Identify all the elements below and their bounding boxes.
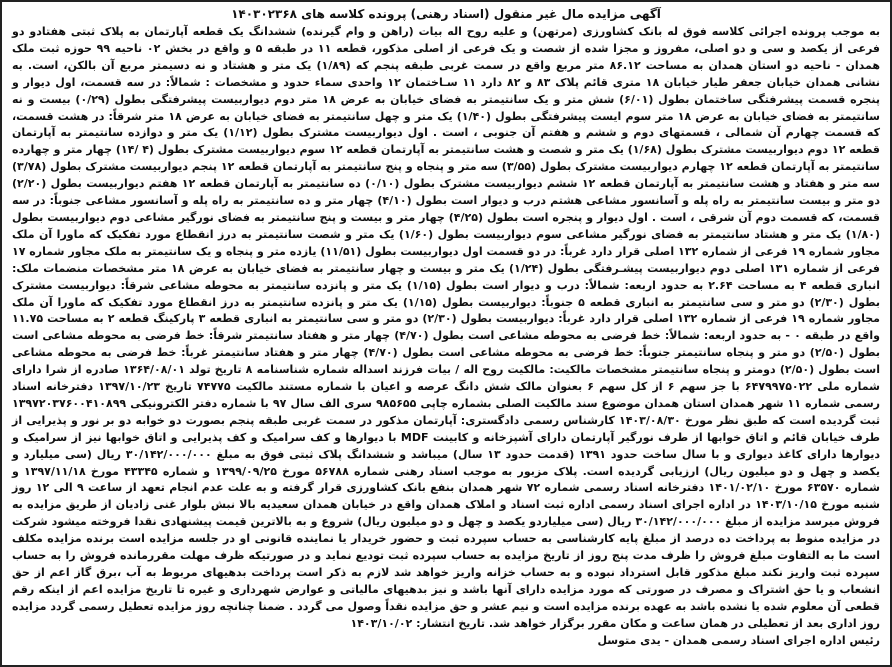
notice-title: آگهی مزایده مال غیر منقول (اسناد رهنی) پرونده کلاسه های ۱۴۰۳۰۲۳۶۸ xyxy=(231,7,661,21)
notice-body xyxy=(12,24,880,650)
notice-body-text: به موجب پرونده اجرائی کلاسه فوق له بانک کشاورزی (مرتهن) و علیه روح اله بیات (راهن و وام گیرنده) ششدانگ یک قطعه آپارتمان به پلاک ثبتی هفتادو دو فرعی از یکصد و سی و دو اصلی، مفروز و مجزا شده از شصت و یک فرعی از اصلی مذکور، قطعه ۱۱ در طبقه ۵ و واقع در بخش ۰۲ ناحیه ۹۹ حوزه ثبت ملک همدان - ناحیه دو استان همدان به مساحت ۸۶.۱۲ متر مربع واقع در سمت غربی طبقه پنجم که (۱/۸۹) یک متر و هشتاد و نه دسیمتر مربع آن بالکن، است. به نشانی همدان خیابان جعفر طیار خیابان ۱۸ متری قائم پلاک ۸۳ و ۸۲ دارد ۱۱ سـاختمان ۱۲ واحدی سماء حدود و مشخصات : شمالاً: در سه قسمت، اول دیوار و پنجره قسمت پیشرفتگی ساختمان بطول (۶/۰۱) شش متر و یک سانتیمتر به فضای خیابان به عرض ۱۸ متر دوم دیواربیست پیشرفتگی بطول (۰/۲۹) بیست و نه سانتیمتر به فضای خیابان به عرض ۱۸ متر سوم ایست پیشرفتگی بطول (۱/۴۰) یک متر و چهل سانتیمتر به فضای خیابان به عرض ۱۸ متر شرقاً: در هشت قسمت، که قسمت چهارم آن شمالی ، قسمتهای دوم و ششم و هفتم آن جنوبی ، است . اول دیواربیست مشترک بطول (۱/۱۲) یک متر و دوازده سانتیمتر به آپارتمان قطعه ۱۲ دوم دیواربیست مشترک بطول (۱/۶۸) یک متر و شصت و هشت سانتیمتر به آپارتمان قطعه ۱۲ سوم دیواربیست مشترک بطول (۴ /۱۴) چهار متر و چهارده سانتیمتر به آپارتمان قطعه ۱۲ چهارم دیواربیست مشترک بطول (۳/۵۵) سه متر و پنجاه و پنج سانتیمتر به آپارتمان قطعه ۱۲ پنجم دیواربیست مشترک بطول (۳/۷۸) سه متر و هفتاد و هشت سانتیمتر به آپارتمان قطعه ۱۲ ششم دیواربیست مشترک بطول (۰/۱۰) ده سانتیمتر به آپارتمان قطعه ۱۲ هفتم دیواربیست بطول (۲/۲۰) دو متر و بیست سانتیمتر به راه پله و آسانسور مشاعی هشتم درب و دیوار است بطول (۴/۱۰) چهار متر و ده سانتیمتر به راه پله و آسانسور مشاعی جنوباً: در سه قسمت، که قسمت دوم آن شرقی ، است . اول دیوار و پنجره است بطول (۴/۲۵) چهار متر و بیست و پنج سانتیمتر به فضای نورگیر مشاعی دوم دیواربیست بطول (۱/۸۰) یک متر و هشتاد سانتیمتر به فضای نورگیر مشاعی سوم دیواربیست بطول (۱/۶۰) یک متر و شصت سانتیمتر به درز انقطاع مورد تفکیک که ماورا آن ملک مجاور شماره ۱۹ فرعی از شماره ۱۳۲ اصلی قرار دارد غرباً: در دو قسمت اول دیواربیست بطول (۱۱/۵۱) یازده متر و پنجاه و یک سانتیمتر به ملک مجاور شماره ۱۷ فرعی از شماره ۱۳۱ اصلی دوم دیواربیست پیشـرفتگی بطول (۱/۲۴) یک متر و بیست و چهار سانتیمتر به فضای خیابان به عرض ۱۸ متر مشخصات منضمات ملک: انباری قطعه ۴ به مساحت ۲.۶۴ به حدود اربعه: شمالاً: درب و دیوار است بطول (۱/۱۵) یک متر و پانزده سانتیمتر به محوطه مشاعی شرقاً: دیواربیست مشترک بطول (۲/۳۰) دو متر و سی سانتیمتر به انباری قطعه ۵ جنوباً: دیواربیست بطول (۱/۱۵) یک متر و پانزده سانتیمتر به درز انقطاع مورد تفکیک که ماورا آن ملک مجاور شماره ۱۹ فرعی از شماره ۱۳۲ اصلی قرار دارد غرباً: دیواربیست بطول (۲/۳۰) دو متر و سی سانتیمتر به انباری قطعه ۳ پارکینگ قطعه ۲ به مساحت ۱۱.۷۵ واقع در طبقه ۰ - به حدود اربعه: شمالاً: خط فرضی به محوطه مشاعی است بطول (۴/۷۰) چهار متر و هفتاد سانتیمتر شرقاً: خط فرضی به محوطه مشاعی است بطول (۲/۵۰) دو متر و پنجاه سانتیمتر جنوباً: خط فرضی به محوطه مشاعی است بطول (۴/۷۰) چهار متر و هفتاد سانتیمتر غرباً: خط فرضی به محوطه مشاعی است بطول (۲/۵۰) دومتر و پنجاه سانتیمتر مشخصات مالکیت: مالکیت روح اله / بیات فرزند اسداله شماره شناسنامه ۸ تاریخ تولد ۱۳۶۴/۰۸/۰۱ صادره از شرا دارای شماره ملی ۶۴۷۹۹۷۵۰۲۲ با جز سهم ۶ از کل سهم ۶ بعنوان مالک شش دانگ عرصه و اعیان با شماره مستند مالکیت ۷۴۷۷۵ تاریخ ۱۳۹۷/۱۰/۲۳ دفترخانه اسناد رسمی شماره ۱۱ شهر همدان استان همدان موضوع سند مالکیت الصلی بشماره چاپی ۹۸۵۶۵۵ سری الف سال ۹۷ با شماره دفتر الکترونیکی ۱۳۹۷۲۰۳۷۶۰۰۴۱۰۸۹۹ ثبت گردیده است که طبق نظر مورخ ۱۴۰۳/۰۸/۳۰ کارشناس رسمی دادگستری: آپارتمان مذکور در سمت غربی طبقه پنجم بصورت دو خوابه دو بر نور و پذیرایی از طرف خیابان قائم و اتاق خوابها از طرف نورگیر آپارتمان دارای آشپزخانه و کابینت MDF با دیوارها و کف سرامیک و کف پذیرایی و اتاق خوابها نیز از سرامیک و دیوارها دارای کاغذ دیواری و با سال ساخت حدود ۱۳۹۱ (قدمت حدود ۱۳ سال) میباشد و ششدانگ پلاک ثبتی فوق به مبلغ ۳۰/۱۴۲/۰۰۰/۰۰۰ ریال (سی میلیارد و یکصد و چهل و دو میلیون ریال) ارزیابی گردیده است. پلاک مزبور به موجب اسناد رهنی شماره ۵۶۷۸۸ مورخ ۱۳۹۹/۰۹/۲۵ و شماره ۴۳۳۴۵ مورخ ۱۳۹۷/۱۱/۱۸ و شماره ۶۳۵۷۰ مورخ ۱۴۰۱/۰۲/۱۰ دفترخانه اسناد رسمی شماره ۷۲ شهر همدان بنفع بانک کشاورزی قرار گرفته و به علت عدم انجام تعهد از ساعت ۹ الی ۱۲ روز شنبه مورخ ۱۴۰۳/۱۰/۱۵ در اداره اجرای اسناد رسمی اداره ثبت اسناد و املاک همدان واقع در خیابان همدان سعیدیه بالا نبش بلوار غنی زادیان از طریق مزایده به فروش میرسد مزایده از مبلغ ۳۰/۱۴۲/۰۰۰/۰۰۰ ریال (سی میلیاردو یکصد و چهل و دو میلیون ریال) شروع و به بالاترین قیمت پیشنهادی نقدا فروخته میشود شرکت در مزایده منوط به پرداخت ده درصد از مبلغ پایه کارشناسی به حساب سپرده ثبت و حضور خریدار یا نماینده قانونی او در جلسه مزایده است برنده مزایده مکلف است ما به التفاوت مبلغ فروش را ظرف مدت پنج روز از تاریخ مزایده به حساب سپرده ثبت تودیع نماید و در صورتیکه ظرف مهلت مقررمانده فروش را به حساب سپرده ثبت واریز نکند مبلغ مذکور قابل استرداد نبوده و به حساب خزانه واریز خواهد شد لازم به ذکر است پرداخت بدهیهای مربوط به آب ،برق گاز اعم از حق انشعاب و یا حق اشتراک و مصرف در صورتی که مورد مزایده دارای آنها باشد و نیز بدهیهای مالیاتی و عوارض شهرداری و غیره تا تاریخ مزایده اعم از اینکه رقم قطعی آن معلوم شده یا نشده باشد به عهده برنده مزایده است و نیم عشر و حق مزایده نقداً وصول می گردد . ضمنا چنانچه روز مزایده تعطیل رسمی گردد مزایده روز اداری بعد از تعطیلی در همان ساعت و مکان مقرر برگزار خواهد شد. تاریخ انتشار: ۱۴۰۳/۱۰/۰۲ xyxy=(12,25,881,630)
notice-signature: رئیس اداره اجرای اسناد رسمی همدان - یدی متوسل xyxy=(597,633,880,647)
